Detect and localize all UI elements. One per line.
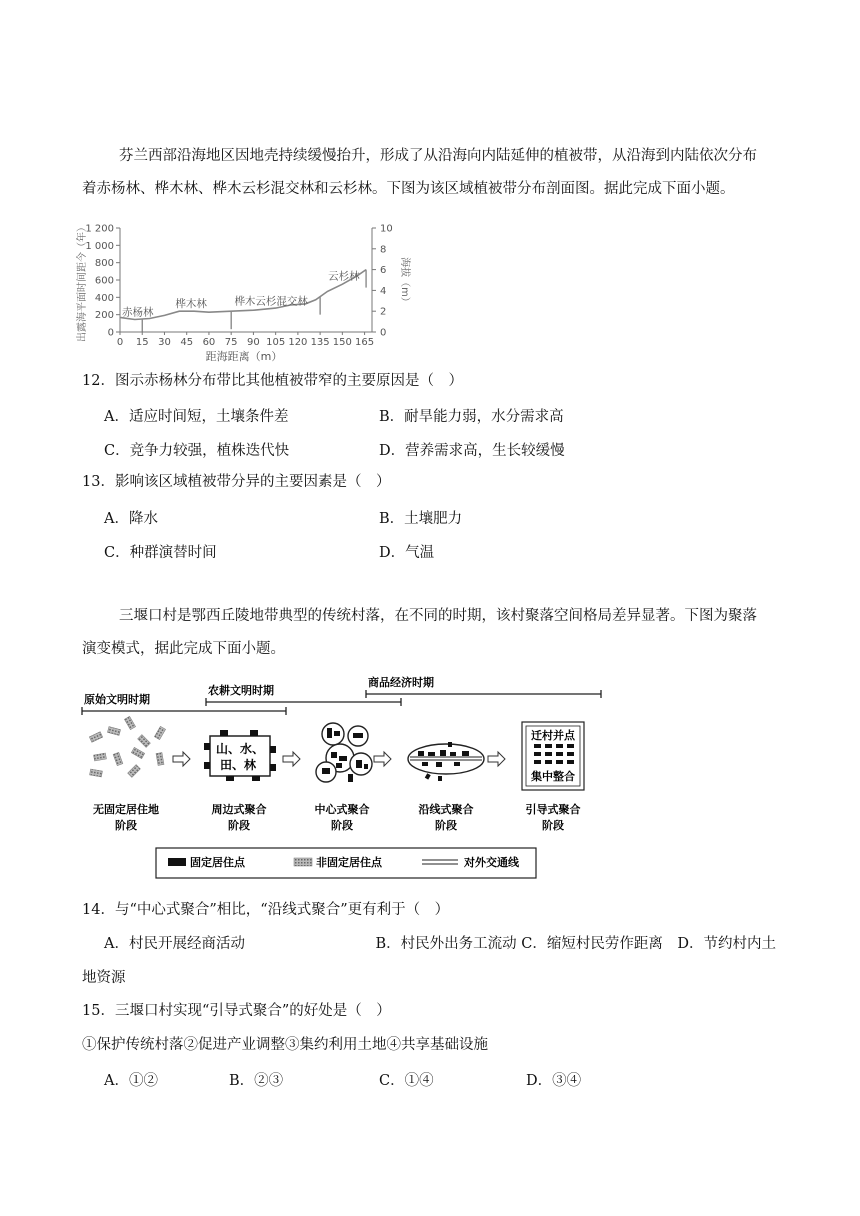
y-left-tick-label: 1 200 bbox=[85, 223, 114, 235]
q13-option-c[interactable]: C．种群演替时间 bbox=[104, 545, 217, 561]
zone-label: 桦木林 bbox=[175, 298, 207, 311]
y-left-tick-label: 400 bbox=[94, 292, 114, 304]
linear-aggregation bbox=[408, 742, 484, 781]
q14-options-line1[interactable]: A．村民开展经商活动 B．村民外出务工流动 C．缩短村民劳作距离 D．节约村内土 bbox=[104, 936, 776, 952]
stage-5-label: 引导式聚合 bbox=[525, 803, 581, 816]
y-right-tick-label: 2 bbox=[380, 306, 387, 318]
y-right-tick-label: 0 bbox=[380, 327, 387, 339]
passage2-line1: 三堰口村是鄂西丘陵地带典型的传统村落，在不同的时期，该村聚落空间格局差异显著。下图为聚落 bbox=[119, 608, 757, 624]
q14-stem: 14．与“中心式聚合”相比，“沿线式聚合”更有利于（ ） bbox=[82, 902, 450, 918]
x-tick-label: 15 bbox=[135, 337, 149, 348]
x-tick-label: 90 bbox=[247, 337, 260, 348]
stage-1-label: 无固定居住地 bbox=[93, 803, 159, 816]
y-right-tick-label: 10 bbox=[380, 223, 393, 235]
q15-option-c[interactable]: C．①④ bbox=[379, 1073, 434, 1089]
y-left-axis-label: 出露海平面时间距今（年） bbox=[77, 222, 88, 342]
q12-option-c[interactable]: C．竞争力较强，植株迭代快 bbox=[104, 443, 290, 459]
zone-label: 云杉林 bbox=[328, 270, 360, 283]
guide-text-bottom: 集中整合 bbox=[531, 770, 575, 783]
stage-3-label: 中心式聚合 bbox=[314, 803, 370, 816]
settlement-evolution-diagram bbox=[76, 676, 616, 882]
y-left-tick-label: 1 000 bbox=[85, 240, 114, 252]
y-left-tick-label: 0 bbox=[107, 327, 114, 339]
x-tick-label: 165 bbox=[355, 337, 375, 348]
guide-text-top: 迁村并点 bbox=[531, 729, 575, 742]
box-text-top: 山、水、 bbox=[215, 742, 265, 756]
stage-4-label: 沿线式聚合 bbox=[418, 803, 474, 816]
stage-2-sub: 阶段 bbox=[228, 819, 250, 832]
q15-option-a[interactable]: A．①② bbox=[104, 1073, 158, 1089]
passage1-line2: 着赤杨林、桦木林、桦木云杉混交林和云杉林。下图为该区域植被带分布剖面图。据此完成下面小题。 bbox=[82, 181, 735, 197]
x-tick-label: 75 bbox=[224, 337, 238, 348]
period-farming: 农耕文明时期 bbox=[208, 684, 274, 697]
q15-option-d[interactable]: D．③④ bbox=[526, 1073, 582, 1089]
legend-fixed: 固定居住点 bbox=[190, 856, 245, 869]
q14-options-line2: 地资源 bbox=[82, 970, 126, 986]
q12-option-b[interactable]: B．耐旱能力弱，水分需求高 bbox=[379, 409, 564, 425]
diagram-legend bbox=[156, 848, 536, 878]
q13-option-b[interactable]: B．土壤肥力 bbox=[379, 511, 463, 527]
y-left-tick-label: 200 bbox=[94, 310, 114, 322]
stage-3-sub: 阶段 bbox=[331, 819, 353, 832]
legend-transport: 对外交通线 bbox=[464, 856, 519, 869]
y-left-tick-label: 800 bbox=[94, 258, 114, 270]
q15-option-b[interactable]: B．②③ bbox=[229, 1073, 284, 1089]
stage-5-sub: 阶段 bbox=[542, 819, 564, 832]
x-tick-label: 105 bbox=[266, 337, 286, 348]
period-commodity: 商品经济时期 bbox=[368, 676, 434, 689]
x-tick-label: 0 bbox=[116, 337, 124, 348]
x-axis-label: 距海距离（m） bbox=[205, 350, 283, 363]
q15-items: ①保护传统村落②促进产业调整③集约利用土地④共享基础设施 bbox=[82, 1037, 488, 1053]
q12-stem: 12．图示赤杨林分布带比其他植被带窄的主要原因是（ ） bbox=[82, 373, 463, 389]
x-tick-label: 150 bbox=[332, 337, 352, 348]
q15-stem: 15．三堰口村实现“引导式聚合”的好处是（ ） bbox=[82, 1003, 391, 1019]
x-tick-label: 60 bbox=[202, 337, 216, 348]
vegetation-profile-chart bbox=[72, 214, 432, 364]
passage1-line1: 芬兰西部沿海地区因地壳持续缓慢抬升，形成了从沿海向内陆延伸的植被带，从沿海到内陆依次分布 bbox=[119, 148, 757, 164]
q12-option-d[interactable]: D．营养需求高，生长较缓慢 bbox=[379, 443, 565, 459]
y-left-tick-label: 600 bbox=[94, 275, 114, 287]
central-aggregation bbox=[316, 723, 372, 782]
y-right-tick-label: 6 bbox=[380, 265, 387, 277]
x-tick-label: 45 bbox=[180, 337, 194, 348]
zone-label: 桦木云杉混交林 bbox=[234, 295, 308, 308]
x-tick-label: 30 bbox=[158, 337, 171, 348]
y-right-axis-label: 海拔（m） bbox=[399, 257, 410, 307]
stage-2-label: 周边式聚合 bbox=[211, 803, 267, 816]
q12-option-a[interactable]: A．适应时间短，土壤条件差 bbox=[104, 409, 289, 425]
legend-nonfixed: 非固定居住点 bbox=[316, 856, 382, 869]
q13-option-d[interactable]: D．气温 bbox=[379, 545, 435, 561]
stage-4-sub: 阶段 bbox=[435, 819, 457, 832]
passage2-line2: 演变模式，据此完成下面小题。 bbox=[82, 641, 285, 657]
x-tick-label: 135 bbox=[310, 337, 330, 348]
q13-option-a[interactable]: A．降水 bbox=[104, 511, 158, 527]
y-right-tick-label: 8 bbox=[380, 244, 387, 256]
guided-aggregation bbox=[522, 722, 584, 790]
peripheral-aggregation bbox=[204, 730, 276, 781]
box-text-bottom: 田、林 bbox=[219, 758, 257, 772]
scattered-settlements bbox=[89, 716, 165, 777]
period-primitive: 原始文明时期 bbox=[84, 693, 150, 706]
x-tick-label: 120 bbox=[288, 337, 308, 348]
y-right-tick-label: 4 bbox=[380, 285, 387, 297]
stage-1-sub: 阶段 bbox=[115, 819, 137, 832]
zone-label: 赤杨林 bbox=[122, 306, 154, 319]
q13-stem: 13．影响该区域植被带分异的主要因素是（ ） bbox=[82, 474, 391, 490]
